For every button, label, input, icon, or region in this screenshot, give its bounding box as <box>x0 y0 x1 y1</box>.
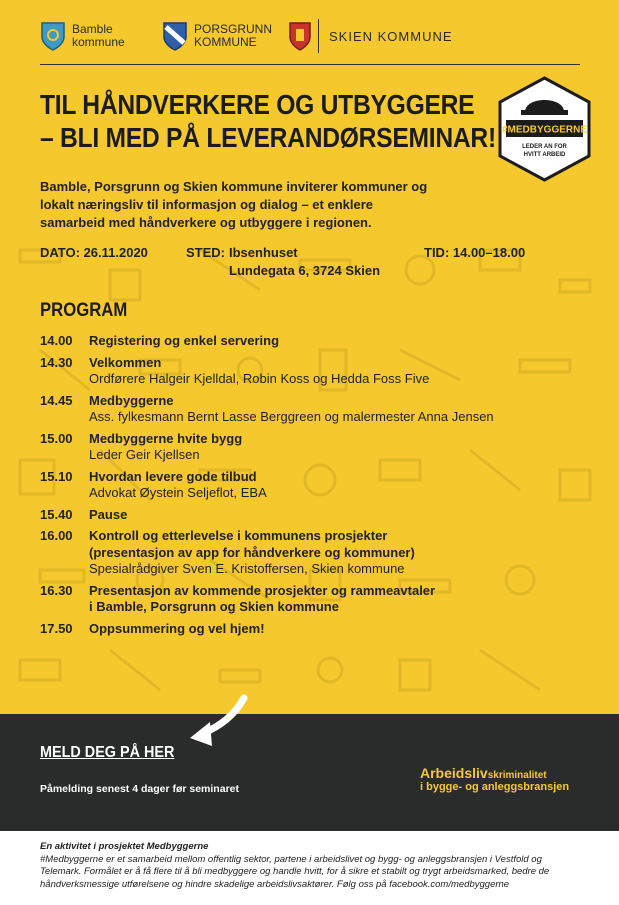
program-title: Kontroll og etterlevelse i kommunens prosjekter (presentasjon av app for håndverkere og kommuner) <box>89 528 415 560</box>
arrow-down-left-icon <box>184 694 254 754</box>
program-body <box>89 583 585 616</box>
program-time: 14.30 <box>40 354 73 370</box>
program-item <box>40 431 585 464</box>
program-title: Hvordan levere gode tilbud <box>89 468 257 484</box>
program-time: 15.40 <box>40 506 73 522</box>
signup-deadline: Påmelding senest 4 dager før seminaret <box>40 783 239 795</box>
program-body <box>89 333 585 350</box>
program-speaker: Advokat Øystein Seljeflot, EBA <box>89 485 267 500</box>
footer-heading: En aktivitet i prosjektet Medbyggerne <box>40 841 209 852</box>
program-body <box>89 507 585 524</box>
porsgrunn-name: PORSGRUNN KOMMUNE <box>194 22 273 49</box>
footer <box>40 841 585 891</box>
program-title: Oppsummering og vel hjem! <box>89 620 265 636</box>
event-place-line-2: Lundegata 6, 3724 Skien <box>229 263 381 278</box>
bamble-name: Bamble kommune <box>72 22 125 49</box>
program-body <box>89 393 585 426</box>
program-time: 15.10 <box>40 468 73 484</box>
program-speaker: Ass. fylkesmann Bernt Lasse Berggreen og malermester Anna Jensen <box>89 409 494 424</box>
ak-logo-part-1: Arbeidsliv <box>420 765 488 781</box>
title-line-2: – BLI MED PÅ LEVERANDØRSEMINAR! <box>40 122 496 153</box>
program-item <box>40 355 585 388</box>
medbyggerne-badge <box>497 76 592 182</box>
bamble-logo <box>40 12 125 60</box>
porsgrunn-logo <box>162 12 272 60</box>
program-body <box>89 621 585 638</box>
program-time: 14.45 <box>40 392 73 408</box>
program-body <box>89 355 585 388</box>
program-item <box>40 621 585 638</box>
title-line-1: TIL HÅNDVERKERE OG UTBYGGERE <box>40 89 475 120</box>
badge-line-2: HVITT ARBEID <box>523 152 566 158</box>
program-title: Velkommen <box>89 354 162 370</box>
program-speaker: Spesialrådgiver Sven E. Kristoffersen, Skien kommune <box>89 561 405 576</box>
program-time: 14.00 <box>40 333 73 348</box>
program-speaker: Leder Geir Kjellsen <box>89 447 200 462</box>
program-time: 16.00 <box>40 528 73 543</box>
program-speaker: Ordførere Halgeir Kjelldal, Robin Koss og Hedda Foss Five <box>89 371 430 386</box>
program-title: Presentasjon av kommende prosjekter og rammeavtaler i Bamble, Porsgrunn og Skien kommune <box>89 582 436 614</box>
event-time: TID: 14.00–18.00 <box>424 245 526 260</box>
skien-logo <box>288 12 453 60</box>
event-date: DATO: 26.11.2020 <box>40 245 148 260</box>
program-time: 17.50 <box>40 620 73 636</box>
porsgrunn-shield-icon <box>162 21 188 51</box>
program-body <box>89 528 585 578</box>
program-heading: PROGRAM <box>40 300 128 321</box>
badge-tag: #MEDBYGGERNE <box>501 124 588 136</box>
program-item <box>40 507 585 524</box>
ak-logo-part-2: skriminalitet <box>487 770 547 781</box>
program-title: Registering og enkel servering <box>89 333 280 348</box>
intro-text: Bamble, Porsgrunn og Skien kommune inviterer kommuner og lokalt næringsliv til informasjon og dialog – et enklere samarbeid med håndverkere og utbyggere i regionen. <box>40 179 428 230</box>
footer-text: #Medbyggerne er et samarbeid mellom offentlig sektor, partene i arbeidslivet og bygg- og anleggsbransjen i Vestfold og Telemark. Formålet er å få flere til å bli medbyggere og handle hvitt, for å sikre et stabilt og trygt arbeidsmarked, bedre de håndverksmessige utførelsene og hindre skadelige arbeidslivsaktører. Følg oss på facebook.com/medbyggerne <box>40 853 550 890</box>
event-place <box>229 244 380 280</box>
program-body <box>89 431 585 464</box>
program-title: Medbyggerne <box>89 392 174 408</box>
skien-shield-icon <box>288 21 312 51</box>
badge-line-1: LEDER AN FOR <box>522 144 567 150</box>
event-place-line-1: Ibsenhuset <box>229 245 298 260</box>
arbeidslivskriminalitet-logo <box>420 765 569 793</box>
program-item <box>40 528 585 578</box>
program-item <box>40 583 585 616</box>
program-time: 15.00 <box>40 430 73 446</box>
municipality-logos <box>40 12 580 62</box>
logo-divider <box>318 19 319 53</box>
program-title: Medbyggerne hvite bygg <box>89 430 243 446</box>
header-rule <box>40 64 580 65</box>
page-title <box>40 88 496 154</box>
program-time: 16.30 <box>40 582 73 598</box>
program-body <box>89 469 585 502</box>
program-title: Pause <box>89 506 128 522</box>
program-item <box>40 333 585 350</box>
event-place-label: STED: <box>186 245 225 260</box>
program-item <box>40 393 585 426</box>
signup-link[interactable]: MELD DEG PÅ HER <box>40 744 175 761</box>
bamble-shield-icon <box>40 21 66 51</box>
skien-name: SKIEN KOMMUNE <box>329 28 453 44</box>
ak-logo-line-2: i bygge- og anleggsbransjen <box>420 781 570 793</box>
program-list <box>40 333 585 642</box>
program-item <box>40 469 585 502</box>
